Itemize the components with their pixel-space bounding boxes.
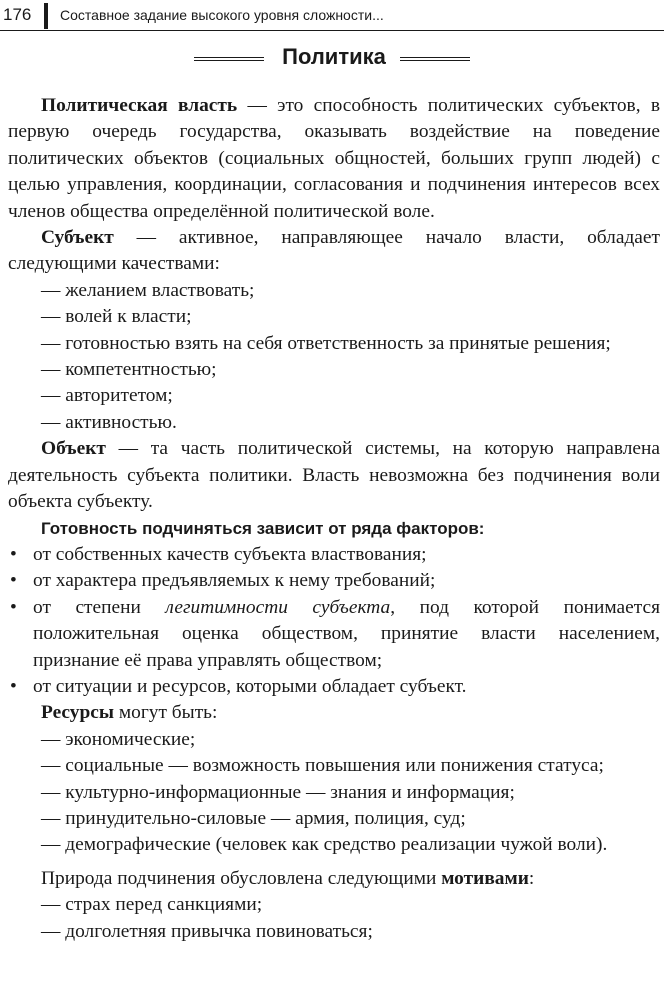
legitimacy-term: легитимности субъекта: [165, 596, 391, 618]
factors-list: [8, 542, 660, 700]
subject-term: Субъект: [41, 227, 114, 249]
resources-term: Ресурсы: [41, 702, 115, 724]
subject-definition-paragraph: [8, 225, 660, 278]
list-item: — экономические;: [41, 728, 196, 750]
list-item: — готовностью взять на себя ответственность за принятые решения;: [41, 332, 611, 354]
section-title: Политика: [282, 44, 386, 69]
object-term: Объект: [41, 438, 106, 460]
motives-term: мотивами: [441, 867, 529, 889]
list-item: — активностью.: [41, 411, 177, 433]
list-item: — демографические (человек как средство реализации чужой воли).: [41, 834, 608, 856]
power-definition-paragraph: [8, 93, 660, 225]
list-item: — культурно-информационные — знания и информация;: [41, 781, 515, 803]
factor-text: от собственных качеств субъекта властвования;: [33, 543, 427, 565]
page-number: 176: [3, 5, 32, 24]
factor-text: от ситуации и ресурсов, которыми обладает субъект.: [33, 675, 467, 697]
object-definition-paragraph: [8, 436, 660, 515]
object-text: — та часть политической системы, на которую направлена деятельность субъекта политики. Власть невозможна без подчинения воли объекта субъекту.: [8, 438, 660, 513]
factors-heading-paragraph: [8, 516, 660, 542]
header-divider-bar: [44, 3, 48, 29]
list-item: [8, 595, 660, 674]
list-item: — компетентностью;: [41, 359, 217, 381]
subject-qualities-list: [8, 278, 660, 436]
factor-text-continued: , под которой понимается положительная оценка обществом, принятие власти населением, признание её права управлять обществом;: [33, 596, 660, 671]
motives-text: Природа подчинения обусловлена следующими: [41, 867, 442, 889]
resources-text: могут быть:: [114, 702, 218, 724]
list-item: — социальные — возможность повышения или понижения статуса;: [41, 755, 604, 777]
bullet-icon: •: [10, 543, 17, 565]
section-heading: [0, 44, 664, 76]
bullet-icon: •: [10, 570, 17, 592]
running-title: Составное задание высокого уровня сложности...: [60, 7, 384, 23]
list-item: — желанием властвовать;: [41, 279, 255, 301]
list-item: [8, 674, 660, 700]
heading-rule-left: [194, 57, 264, 61]
list-item: [8, 568, 660, 594]
resources-paragraph: [8, 700, 660, 726]
page-body: [8, 93, 660, 945]
list-item: — авторитетом;: [41, 385, 173, 407]
list-item: — долголетняя привычка повиноваться;: [41, 920, 373, 942]
power-term: Политическая власть: [41, 95, 238, 116]
heading-rule-right: [400, 57, 470, 61]
motives-colon: :: [528, 867, 535, 889]
resources-list: [8, 727, 660, 859]
bullet-icon: •: [10, 596, 17, 618]
motives-paragraph: [8, 866, 660, 892]
power-text: — это способность политических субъектов, в первую очередь государства, оказывать воздействие на поведение политических объектов (социальных общностей, больших групп людей) с целью управления, координации, согласования и подчинения интересов всех членов общества определённой политической воле.: [8, 95, 660, 222]
list-item: — принудительно-силовые — армия, полиция, суд;: [41, 807, 466, 829]
running-header: [0, 0, 664, 31]
factor-text: от степени: [33, 596, 166, 618]
list-item: [8, 542, 660, 568]
bullet-icon: •: [10, 675, 17, 697]
factor-text: от характера предъявляемых к нему требований;: [33, 570, 436, 592]
list-item: — страх перед санкциями;: [41, 894, 263, 916]
factors-heading: Готовность подчиняться зависит от ряда факторов:: [41, 518, 485, 538]
subject-text: — активное, направляющее начало власти, обладает следующими качествами:: [8, 227, 660, 275]
list-item: — волей к власти;: [41, 306, 192, 328]
motives-list: [8, 892, 660, 945]
